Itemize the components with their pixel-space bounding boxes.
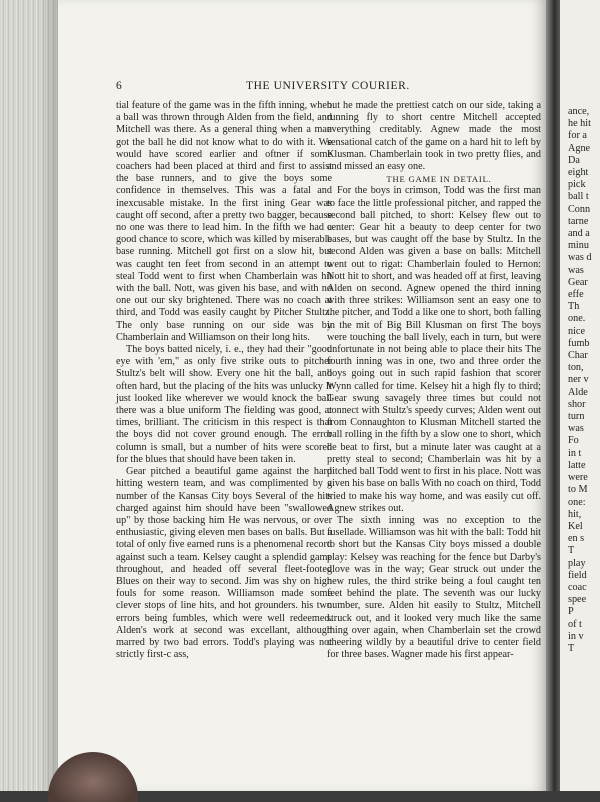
next-page-line-fragment: Agne <box>568 142 591 154</box>
next-page-line-fragment: field <box>568 569 587 581</box>
next-page-line-fragment: T <box>568 642 575 654</box>
next-page-line-fragment: fumb <box>568 337 590 349</box>
next-page-fragment <box>560 0 600 791</box>
next-page-line-fragment: Char <box>568 350 588 362</box>
next-page-line-fragment: pick <box>568 179 586 191</box>
next-page-line-fragment: Th <box>568 301 580 313</box>
next-page-line-fragment: Alde <box>568 386 588 398</box>
next-page-line-fragment: Fo <box>568 435 579 447</box>
right-paragraph-2: The sixth inning was no exception to the fusellade. Williamson was hit with the ball: Todd hit to short but the Kansas City boys missed a double play: Kelsey was reaching for the fence but Darby's glove was in the way; Gear struck out under the new rules, the third strike being a foul caught ten feet behind the plate. The seventh was our lucky number, sure. Alden hit easily to Stultz, Mitchell struck out, and it looked very much like the same thing over again, when Chamberlain set the crowd cheering wildly by a beautiful drive to center field for three bases. Wagner made his first appear- <box>327 514 541 661</box>
page-number: 6 <box>116 80 123 92</box>
right-paragraph-1: For the boys in crimson, Todd was the first man to face the little professional pitcher, and rapped the second ball pitched, to short: Kelsey flew out to center: Gear hit a beauty to deep center for two bases, but was caught off the base by Stultz. In the second Alden was given a base on balls: Mitchell went out to rigat: Chamberlain fouled to Hernon: Nott hit to short, and was headed off at first, leaving Alden on second. Agnew opened the third inning with three strikes: Williamson sent an easy one to the pitcher, and Todd a like one to short, both falling in the mit of Big Bill Klusman on first The boys were touching the ball lively, each in turn, but were unfortunate in not being able to place their hits The fourth inning was in one, two and three order the boys going out in such rapid fashion that scorer Wynn called for time. Kelsey hit a high fly to third; Gear swung savagely three times but could not connect with Stultz's speedy curves; Alden went out from Connaughton to Klusman Mitchell started the ball rolling in the fifth by a slow one to short, which he beat to first, but a minute later was caught at a pretty steal to second; Chamberlain was hit by a pitched ball Todd went to first in his place. Nott was given his base on balls With no coach on third, Todd tried to make his way home, and was easily cut off. Agnew strikes out. <box>327 185 541 514</box>
next-page-line-fragment: and a <box>568 228 590 240</box>
next-page-line-fragment: of t <box>568 618 582 630</box>
right-paragraph-intro: but he made the prettiest catch on our side, taking a running fly to short centre Mitchell accepted everything creditably. Agnew made the most sensational catch of the game on a hard hit to left by Klusman. Chamberlain took in two pretty flies, and and missed an easy one. <box>327 100 541 173</box>
next-page-line-fragment: in t <box>568 447 582 459</box>
next-page-line-fragment: for a <box>568 130 587 142</box>
next-page-line-fragment: ance, <box>568 106 590 117</box>
running-title: THE UNIVERSITY COURIER. <box>246 80 410 92</box>
next-page-line-fragment: eight <box>568 167 589 179</box>
page-edge-shadow <box>38 0 58 791</box>
left-paragraph-1: tial feature of the game was in the fifth inning, when a ball was thrown through Alden from the field, and Mitchell was there. As a general thing when a man got the ball he did not know what to do with it. We would have scored earlier and oftner if some coachers had been placed at third and first to assist the base runners, and to give the boys some confidence in themselves. This was a fatal and inexcusable mistake. In the first ining Gear was caught off second, after a pretty two bagger, because no one was there to lead him. In the fifth we had a good chance to score, which was killed by miserable base running. Mitchell got first on a slow hit, but was caught ten feet from second in an attempt to steal Todd went to first when Chamberlain was hit with the ball. Nott, was given his base, and with no one out our sky brightened. There was no coach at third, and Todd was easily caught by Pitcher Stultz. The only base running on our side was by Chamberlain and Williamson on their long hits. <box>116 100 332 343</box>
next-page-line-fragment: play <box>568 557 586 569</box>
next-page-line-fragment: ner v <box>568 374 589 386</box>
next-page-line-fragment: minu <box>568 240 589 252</box>
page-header <box>116 80 558 100</box>
right-column <box>327 100 541 661</box>
next-page-line-fragment: effe <box>568 289 584 301</box>
next-page-line-fragment: to M <box>568 484 588 496</box>
next-page-line-fragment: Da <box>568 154 580 166</box>
book-gutter <box>546 0 560 791</box>
next-page-line-fragment: was d <box>568 252 592 264</box>
next-page-line-fragment: were <box>568 472 588 484</box>
left-paragraph-2: The boys batted nicely, i. e., they had their "good eye with 'em," as only five strike outs to pitcher Stultz's belt will show. Every one hit the ball, and often hard, but the placing of the hits was unlucky It just looked like wherever we would knock the ball there was a blue uniform The fielding was good, at times, brilliant. The criticism in this respect is that the boys did not cover ground enough. The error column is small, but a number of hits were scored for the blues that should have been taken in. <box>116 344 332 465</box>
next-page-line-fragment: Kel <box>568 520 583 532</box>
next-page-line-fragment: coac <box>568 581 587 593</box>
next-page-line-fragment: was <box>568 264 584 276</box>
next-page-line-fragment: spee <box>568 594 587 606</box>
next-page-line-fragment: was <box>568 423 584 435</box>
next-page-line-fragment: in v <box>568 630 584 642</box>
next-page-line-fragment: Gear <box>568 276 588 288</box>
next-page-line-fragment: ton, <box>568 362 584 374</box>
next-page-line-fragment: tarne <box>568 215 589 227</box>
next-page-line-fragment: one: <box>568 496 586 508</box>
next-page-line-fragment: turn <box>568 411 585 423</box>
next-page-line-fragment: hit, <box>568 508 582 520</box>
next-page-line-fragment: Conn <box>568 203 591 215</box>
next-page-line-fragment: nice <box>568 325 585 337</box>
next-page-line-fragment: latte <box>568 459 586 471</box>
left-paragraph-3: Gear pitched a beautiful game against the hard hitting western team, and was complimented by a number of the Kansas City boys Several of the hits charged against him should have been "swallowed up" by those backing him He was nervous, or over enthusiastic, giving eleven men bases on balls. But a total of only five earned runs is a phenomenal record against such a team. Kelsey caught a splendid game throughout, and headed off several fleet-footed Blues on their way to second. Jim was shy on high fouls for some reason. Williamson made some clever stops of line hits, and hot grounders. his two errors being fumbles, which were well redeemed. Alden's work at second was excellant, although marred by two bad errors. Todd's playing was not strictly first-c ass, <box>116 466 332 661</box>
next-page-line-fragment: shor <box>568 398 586 410</box>
left-column <box>116 100 332 661</box>
next-page-line-fragment: T <box>568 545 575 557</box>
section-subheading: THE GAME IN DETAIL. <box>386 174 492 185</box>
next-page-line-fragment: en s <box>568 533 585 545</box>
next-page-line-fragment: P <box>568 606 574 618</box>
next-page-text <box>566 106 591 655</box>
next-page-line-fragment: ball t <box>568 191 589 203</box>
next-page-line-fragment: one. <box>568 313 586 325</box>
next-page-line-fragment: he hit <box>568 118 591 130</box>
